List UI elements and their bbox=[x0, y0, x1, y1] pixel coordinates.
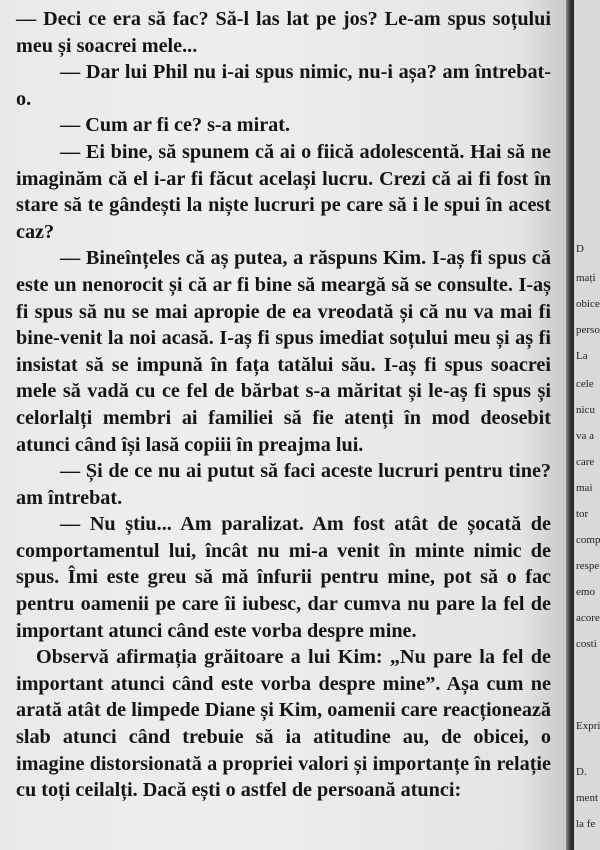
adjacent-fragment: la fe bbox=[576, 818, 596, 830]
adjacent-fragment: va a bbox=[576, 430, 595, 442]
adjacent-fragment: Expri bbox=[576, 720, 600, 732]
paragraph-8: Observă afirmația grăitoare a lui Kim: „Nu pare la fel de important atunci când este vorba despre mine”. Așa cum ne arată atât de limpede Diane și Kim, oamenii care reacționează slab atunci când trebuie să ia atitudine au, de obicei, o imagine distorsionată a propriei valori și importanțe în relație cu toți ceilalți. Dacă ești o astfel de persoană atunci: bbox=[16, 646, 551, 802]
paragraph-6: — Și de ce nu ai putut să faci aceste lucruri pentru tine? am întrebat. bbox=[16, 460, 551, 509]
paragraph-7: — Nu știu... Am paralizat. Am fost atât de șocată de comportamentul lui, încât nu mi-a venit în minte nimic de spus. Îmi este greu să mă înfurii pentru mine, pot să o fac pentru oamenii pe care îi iubesc, dar cumva nu pare la fel de important atunci când este vorba despre mine. bbox=[16, 513, 551, 642]
adjacent-fragment: comp bbox=[576, 534, 600, 546]
adjacent-fragment: tor bbox=[576, 508, 589, 520]
adjacent-fragment: care bbox=[576, 456, 595, 468]
paragraph-2: — Dar lui Phil nu i-ai spus nimic, nu-i așa? am întrebat-o. bbox=[16, 61, 551, 110]
adjacent-fragment: D. bbox=[576, 766, 587, 778]
page-text bbox=[16, 6, 551, 804]
adjacent-fragment: La bbox=[576, 350, 588, 362]
adjacent-fragment: emo bbox=[576, 586, 595, 598]
paragraph-3: — Cum ar fi ce? s-a mirat. bbox=[60, 114, 291, 137]
adjacent-fragment: perso bbox=[576, 324, 600, 336]
adjacent-fragment: respe bbox=[576, 560, 600, 572]
adjacent-fragment: mați bbox=[576, 272, 596, 284]
book-spine-shadow bbox=[566, 0, 574, 850]
adjacent-fragment: obice bbox=[576, 298, 600, 310]
paragraph-1: — Deci ce era să fac? Să-l las lat pe jos? Le-am spus soțului meu și soacrei mele... bbox=[16, 8, 551, 57]
adjacent-fragment: D bbox=[576, 243, 584, 255]
paragraph-4: — Ei bine, să spunem că ai o fiică adolescentă. Hai să ne imaginăm că el i-ar fi făcut același lucru. Crezi că ai fi fost în stare să te gândești la niște lucruri pe care să i le spui în acest caz? bbox=[16, 140, 551, 243]
adjacent-fragment: acore bbox=[576, 612, 600, 624]
adjacent-fragment: cele bbox=[576, 378, 594, 390]
adjacent-fragment: costi bbox=[576, 638, 597, 650]
adjacent-page-edge bbox=[574, 0, 600, 850]
adjacent-fragment: ment bbox=[576, 792, 598, 804]
adjacent-fragment: nicu bbox=[576, 404, 595, 416]
adjacent-fragment: mai bbox=[576, 482, 593, 494]
paragraph-5: — Bineînțeles că aș putea, a răspuns Kim. I-aș fi spus că este un nenorocit și că ar fi bine să meargă să se consulte. I-aș fi spus să nu se mai apropie de ea vreodată și că nu va mai fi bine-venit la noi acasă. I-aș fi spus imediat soțului meu și aș fi insistat să se impună în fața tatălui său. I-aș fi spus soacrei mele să vadă cu ce fel de bărbat s-a măritat și le-aș fi spus și celorlalți membri ai familiei să fie atenți în mod deosebit atunci când își lasă copiii în preajma lui. bbox=[16, 247, 551, 456]
